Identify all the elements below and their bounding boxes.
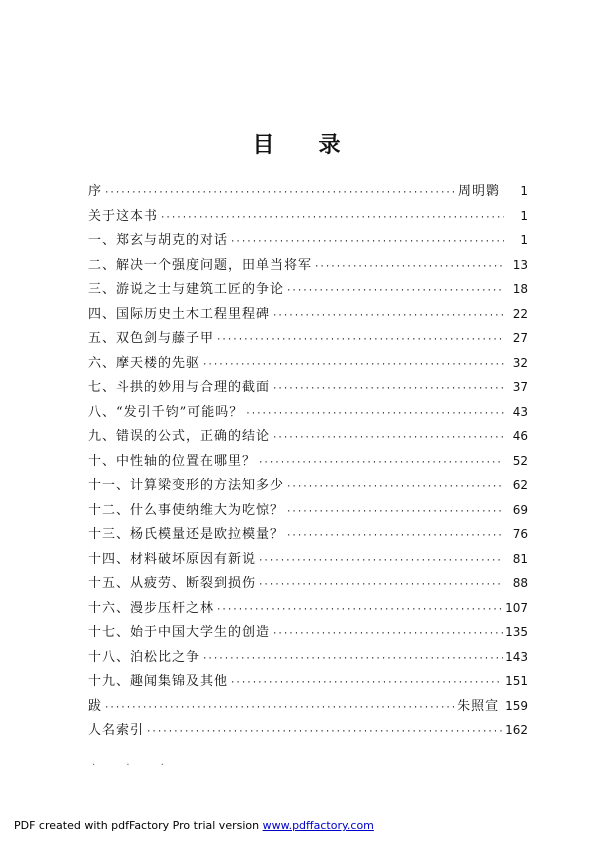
toc-entry-page: 159 <box>505 698 528 713</box>
toc-entry[interactable] <box>88 523 528 548</box>
toc-entry-page: 81 <box>512 551 528 566</box>
toc-entry[interactable] <box>88 352 528 377</box>
toc-entry[interactable] <box>88 597 528 622</box>
toc-entry[interactable] <box>88 646 528 671</box>
toc-leader-dots <box>230 678 503 688</box>
toc-entry-page: 22 <box>512 306 528 321</box>
toc-entry[interactable] <box>88 499 528 524</box>
toc-leader-dots <box>258 458 504 468</box>
toc-entry-title: 十九、趣闻集锦及其他 <box>88 674 229 689</box>
toc-entry-author: 周明鹮 <box>457 184 500 199</box>
toc-entry-title: 四、国际历史土木工程里程碑 <box>88 306 271 322</box>
toc-entry-title: 五、双色剑与藤子甲 <box>88 331 215 346</box>
toc-entry-title: 十七、始于中国大学生的创造 <box>88 625 271 640</box>
toc-entry[interactable] <box>88 450 528 475</box>
toc-entry-title: 八、“发引千钧”可能吗？ <box>88 404 244 420</box>
toc-entry-title: 十六、漫步压杆之林 <box>88 600 215 616</box>
toc-entry-title: 二、解决一个强度问题，田单当将军 <box>88 257 313 273</box>
toc-entry-page: 107 <box>505 600 528 615</box>
toc-entry-title: 十八、泊松比之争 <box>88 649 201 665</box>
toc-leader-dots <box>286 482 504 492</box>
toc-entry-title: 十二、什么事使纳维大为吃惊？ <box>88 502 285 518</box>
title-char-1: 目 <box>252 132 277 158</box>
toc-entry-page: 135 <box>505 625 528 639</box>
toc-entry[interactable] <box>88 180 528 205</box>
table-of-contents <box>88 180 528 744</box>
toc-entry-page: 43 <box>512 404 528 419</box>
toc-leader-dots <box>286 531 504 541</box>
toc-entry[interactable] <box>88 621 528 646</box>
toc-entry-page: 162 <box>505 723 528 737</box>
toc-leader-dots <box>216 335 504 345</box>
toc-entry-page: 37 <box>512 380 528 394</box>
toc-entry[interactable] <box>88 376 528 401</box>
toc-entry[interactable] <box>88 474 528 499</box>
toc-entry-page: 76 <box>512 527 528 541</box>
toc-entry-title: 十三、杨氏模量还是欧拉模量？ <box>88 527 285 542</box>
toc-leader-dots <box>258 580 504 590</box>
page-title <box>0 128 595 159</box>
toc-leader-dots <box>104 703 455 713</box>
toc-entry-title: 三、游说之士与建筑工匠的争论 <box>88 282 285 297</box>
toc-leader-dots <box>286 286 504 296</box>
toc-entry[interactable] <box>88 401 528 426</box>
toc-entry-title: 一、郑玄与胡克的对话 <box>88 233 229 248</box>
toc-entry-title: 跋 <box>88 698 103 714</box>
toc-entry-title: 关于这本书 <box>88 208 159 224</box>
toc-entry-page: 151 <box>505 674 528 688</box>
toc-entry-page: 13 <box>512 257 528 272</box>
toc-entry[interactable] <box>88 719 528 744</box>
footer-link[interactable]: www.pdffactory.com <box>262 819 374 832</box>
toc-leader-dots <box>146 727 503 737</box>
toc-leader-dots <box>202 654 503 664</box>
toc-leader-dots <box>104 188 456 198</box>
toc-leader-dots <box>272 433 504 443</box>
toc-leader-dots <box>245 409 504 419</box>
toc-entry-title: 十五、从疲劳、断裂到损伤 <box>88 576 257 591</box>
toc-entry-page: 32 <box>512 355 528 370</box>
toc-entry[interactable] <box>88 425 528 450</box>
toc-entry-title: 人名索引 <box>88 723 145 738</box>
toc-leader-dots <box>272 311 504 321</box>
toc-entry-title: 六、摩天楼的先驱 <box>88 355 201 371</box>
toc-entry-page: 27 <box>512 331 528 345</box>
toc-entry-title: 九、错误的公式，正确的结论 <box>88 429 271 444</box>
toc-entry-page: 143 <box>505 649 528 664</box>
toc-entry-page: 88 <box>512 576 528 590</box>
toc-leader-dots <box>314 262 504 272</box>
toc-entry[interactable] <box>88 303 528 328</box>
toc-entry-title: 十一、计算梁变形的方法知多少 <box>88 478 285 493</box>
toc-entry-page: 69 <box>512 502 528 517</box>
toc-entry[interactable] <box>88 548 528 573</box>
toc-leader-dots <box>286 507 504 517</box>
toc-entry[interactable] <box>88 327 528 352</box>
toc-entry-page: 62 <box>512 478 528 492</box>
toc-entry-author: 朱照宣 <box>457 698 500 714</box>
toc-entry-page: 18 <box>512 282 528 296</box>
toc-leader-dots <box>230 237 504 247</box>
toc-entry[interactable] <box>88 229 528 254</box>
toc-entry-title: 十四、材料破坏原因有新说 <box>88 551 257 567</box>
toc-leader-dots <box>272 384 504 394</box>
toc-entry-page: 52 <box>512 453 528 468</box>
toc-entry-page: 1 <box>520 184 528 198</box>
toc-leader-dots <box>272 629 503 639</box>
toc-entry[interactable] <box>88 278 528 303</box>
toc-entry[interactable] <box>88 695 528 720</box>
toc-leader-dots <box>216 605 503 615</box>
toc-entry[interactable] <box>88 254 528 279</box>
footer-text: PDF created with pdfFactory Pro trial version <box>14 819 263 832</box>
title-char-2: 录 <box>318 132 343 158</box>
toc-entry-page: 1 <box>520 233 528 247</box>
toc-entry[interactable] <box>88 670 528 695</box>
toc-entry[interactable] <box>88 205 528 230</box>
toc-leader-dots <box>160 213 504 223</box>
toc-leader-dots <box>202 360 504 370</box>
toc-entry-page: 46 <box>512 429 528 443</box>
toc-entry-title: 序 <box>88 184 103 199</box>
toc-entry[interactable] <box>88 572 528 597</box>
pdf-footer <box>14 819 374 832</box>
toc-entry-title: 十、中性轴的位置在哪里？ <box>88 453 257 469</box>
scan-specks: · · · <box>92 760 178 771</box>
toc-leader-dots <box>258 556 504 566</box>
toc-entry-page: 1 <box>520 208 528 223</box>
toc-entry-title: 七、斗拱的妙用与合理的截面 <box>88 380 271 395</box>
